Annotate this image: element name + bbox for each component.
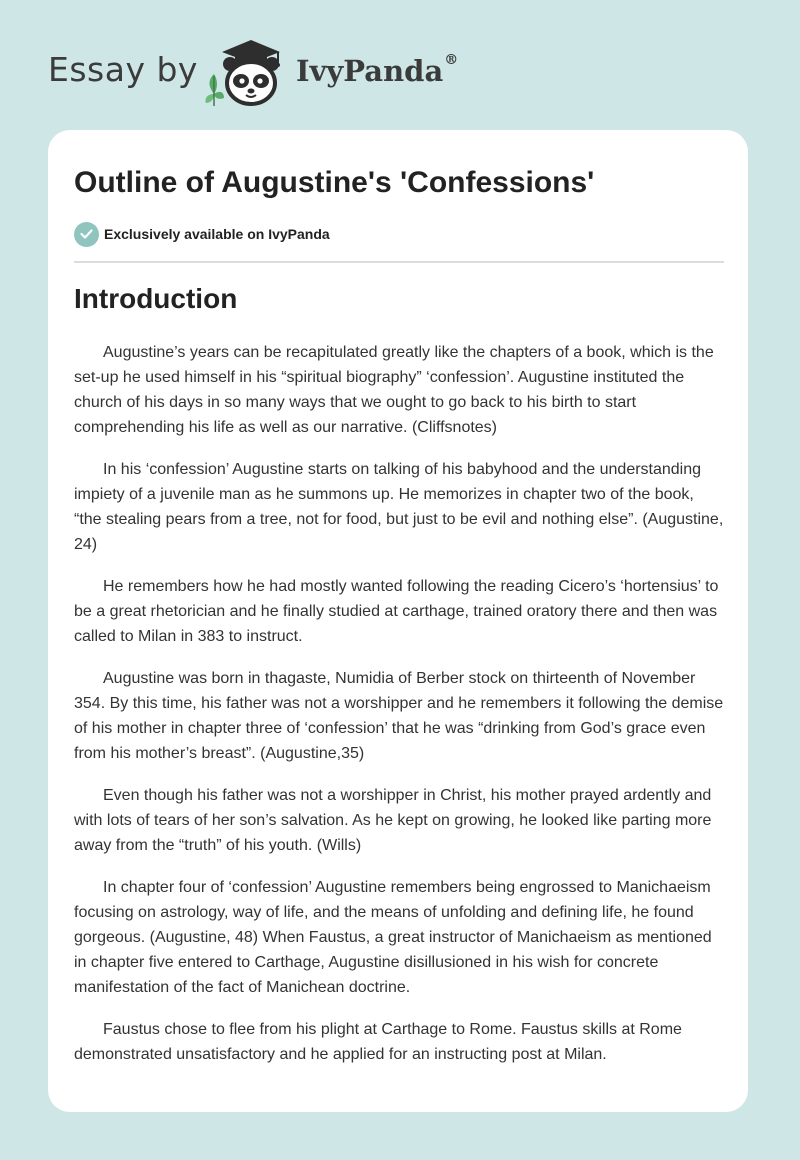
paragraph: Faustus chose to flee from his plight at Carthage to Rome. Faustus skills at Rome demonstrated unsatisfactory and he applied for an instructing post at Milan. — [74, 1021, 682, 1063]
brand-name-text: IvyPanda — [296, 54, 444, 88]
brand-name[interactable] — [296, 54, 458, 88]
section-heading: Introduction — [74, 283, 238, 314]
divider — [74, 261, 724, 263]
site-header — [0, 0, 800, 130]
exclusive-badge — [74, 221, 330, 247]
article-card — [48, 130, 748, 1112]
paragraph: Augustine’s years can be recapitulated greatly like the chapters of a book, which is the set-up he used himself in his “spiritual biography” ‘confession’. Augustine instituted the church of his days in so many ways that we ought to go back to his birth to start comprehending his life as well as our narrative. (Cliffsnotes) — [74, 344, 714, 436]
registered-mark: ® — [444, 52, 459, 68]
paragraph: In chapter four of ‘confession’ Augustine remembers being engrossed to Manichaeism focusing on astrology, way of life, and the means of unfolding and defining life, he found gorgeous. (Augustine, 48) When Faustus, a great instructor of Manichaeism as mentioned in chapter five entered to Carthage, Augustine disillusioned in his wish for concrete manifestation of the fact of Manichean doctrine. — [74, 879, 712, 996]
article-title: Outline of Augustine's 'Confessions' — [74, 166, 595, 199]
badge-text: Exclusively available on IvyPanda — [104, 226, 330, 242]
paragraph: He remembers how he had mostly wanted following the reading Cicero’s ‘hortensius’ to be a great rhetorician and he finally studied at carthage, trained oratory there and then was called to Milan in 383 to instruct. — [74, 578, 719, 645]
panda-graduation-cap-icon[interactable] — [200, 36, 290, 108]
check-circle-icon — [74, 222, 99, 247]
paragraph: Augustine was born in thagaste, Numidia of Berber stock on thirteenth of November 354. By this time, his father was not a worshipper and he remembers it following the demise of his mother in chapter three of ‘confession’ that he was “drinking from God’s grace even from his mother’s breast”. (Augustine,35) — [74, 670, 724, 762]
article-body — [74, 340, 724, 1084]
paragraph: Even though his father was not a worshipper in Christ, his mother prayed ardently and with lots of tears of her son’s salvation. As he kept on growing, he looked like parting more away from the “truth” of his youth. (Wills) — [74, 787, 712, 854]
paragraph: In his ‘confession’ Augustine starts on talking of his babyhood and the understanding impiety of a juvenile man as he summons up. He memorizes in chapter two of the book, “the stealing pears from a tree, not for food, but just to be evil and nothing else”. (Augustine, 24) — [74, 461, 724, 553]
brand-prefix: Essay by — [48, 50, 198, 89]
leaf-icon — [205, 74, 224, 106]
